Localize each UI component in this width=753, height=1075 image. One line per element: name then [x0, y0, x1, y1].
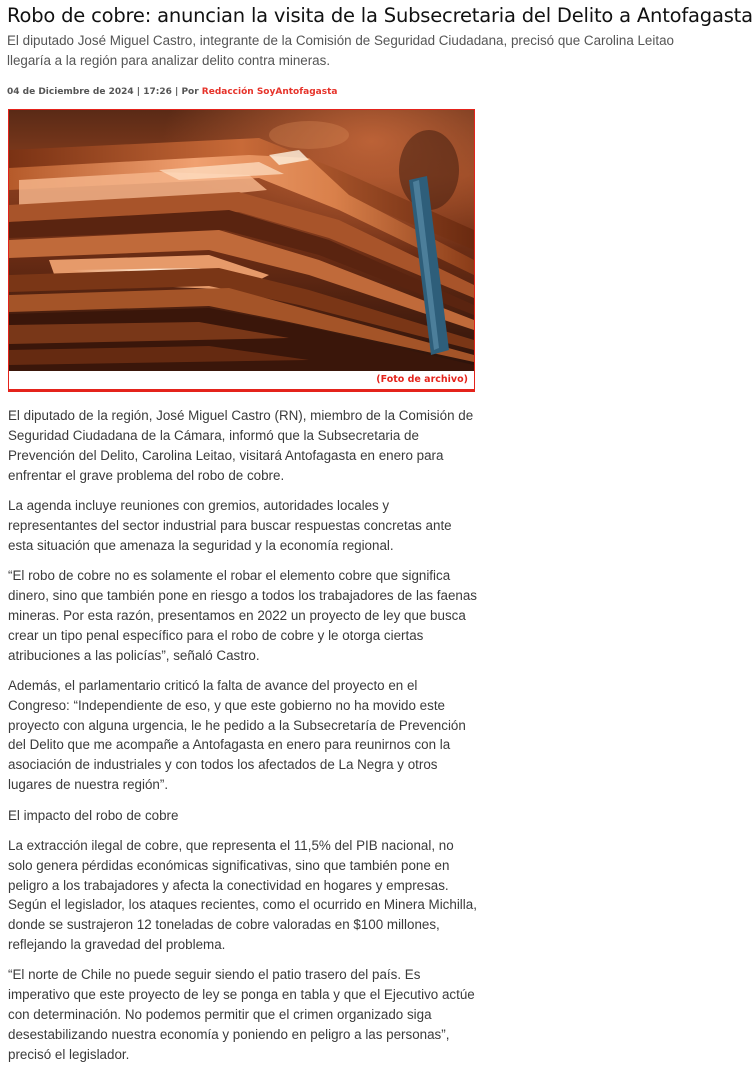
- paragraph: Además, el parlamentario criticó la falta de avance del proyecto en el Congreso: “Independiente de eso, y que este gobierno no ha movido este proyecto con alguna urgencia, le he pedido a la Subsecretaría de Prevención del Delito que me acompañe a Antofagasta en enero para reunirnos con la asociación de industriales y con todos los afectados de La Negra y otros lugares de nuestra región”.: [8, 677, 466, 793]
- paragraph: “El robo de cobre no es solamente el robar el elemento cobre que significa dinero, sino que también pone en riesgo a todos los trabajadores de las faenas mineras. Por esta razón, presentamos en 2022 un proyecto de ley que busca crear un tipo penal específico para el robo de cobre y le otorga ciertas atribuciones a las policías”, señaló Castro.: [8, 567, 477, 663]
- paragraph: La agenda incluye reuniones con gremios, autoridades locales y representantes del sector industrial para buscar respuestas concretas ante esta situación que amenaza la seguridad y la economía regional.: [8, 497, 452, 553]
- copper-cathodes-photo: [9, 110, 474, 371]
- paragraph: “El norte de Chile no puede seguir siendo el patio trasero del país. Es imperativo que este proyecto de ley se ponga en tabla y que el Ejecutivo actúe con determinación. No podemos permitir que el crimen organizado siga desestabilizando nuestra economía y poniendo en peligro a las personas”, precisó el legislador.: [8, 967, 475, 1063]
- meta-separator: |: [136, 87, 144, 97]
- author-link[interactable]: Redacción SoyAntofagasta: [201, 87, 338, 97]
- article-lead: El diputado José Miguel Castro, integrante de la Comisión de Seguridad Ciudadana, precisó que Carolina Leitao llegaría a la región para analizar delito contra mineras.: [7, 33, 674, 68]
- paragraph: El diputado de la región, José Miguel Castro (RN), miembro de la Comisión de Seguridad Ciudadana de la Cámara, informó que la Subsecretaria de Prevención del Delito, Carolina Leitao, visitará Antofagasta en enero para enfrentar el grave problema del robo de cobre.: [8, 408, 474, 483]
- article-headline: Robo de cobre: anuncian la visita de la Subsecretaria del Delito a Antofagasta: [7, 4, 753, 27]
- photo-caption: (Foto de archivo): [376, 374, 468, 385]
- article-by: Por: [181, 87, 199, 97]
- article-time: 17:26: [143, 87, 172, 97]
- paragraph: La extracción ilegal de cobre, que representa el 11,5% del PIB nacional, no solo genera pérdidas económicas significativas, sino que también pone en peligro a los trabajadores y afecta la conectividad en hogares y empresas. Según el legislador, los ataques recientes, como el ocurrido en Minera Michilla, donde se sustrajeron 12 toneladas de cobre valoradas en $100 millones, reflejando la gravedad del problema.: [8, 837, 477, 953]
- meta-separator: |: [175, 87, 182, 97]
- article-figure: [8, 109, 475, 392]
- article-meta: [7, 86, 507, 98]
- article-body: [8, 406, 478, 1075]
- article-date: 04 de Diciembre de 2024: [7, 87, 134, 97]
- section-subheading: El impacto del robo de cobre: [8, 807, 179, 823]
